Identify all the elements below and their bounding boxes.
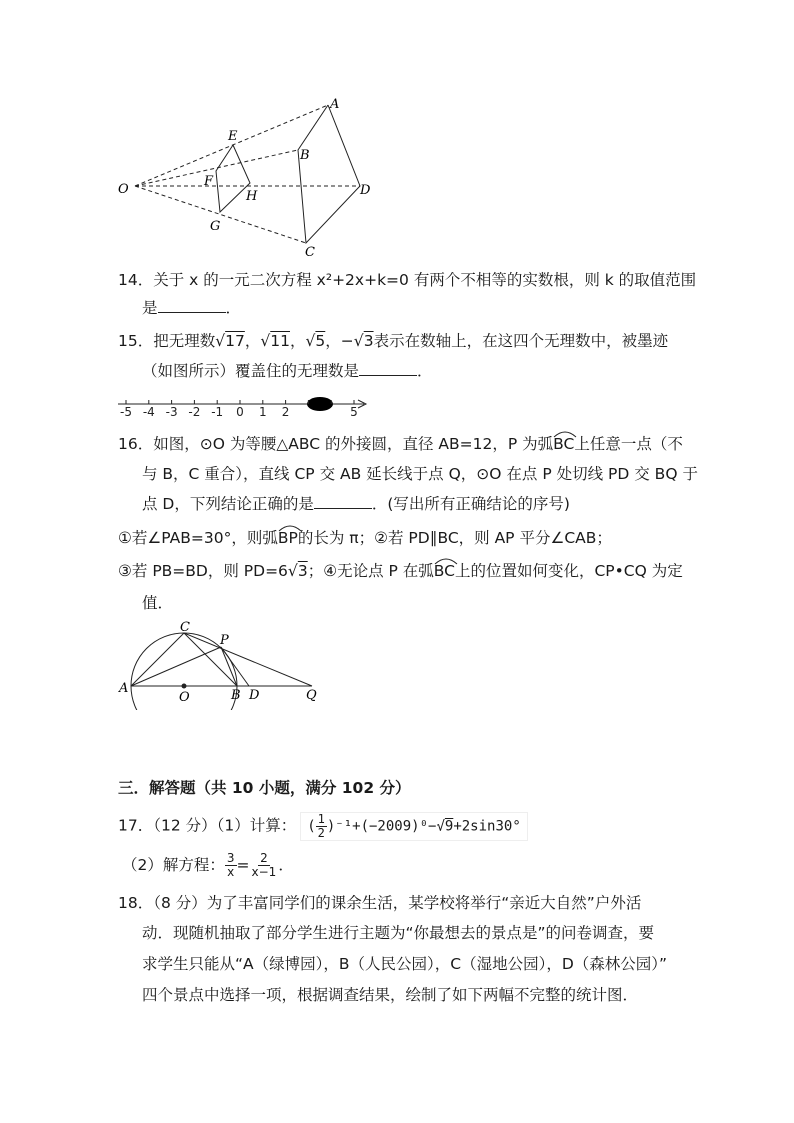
tick-label: -4 bbox=[142, 405, 155, 419]
section-title: 三．解答题（共 10 小题，满分 102 分） bbox=[118, 779, 411, 797]
q18-line3: 求学生只能从“A（绿博园），B（人民公园），C（湿地公园），D（森林公园）” bbox=[142, 955, 668, 973]
sqrt-5: √5 bbox=[305, 332, 326, 350]
q16-text-c: 点 D，下列结论正确的是 bbox=[142, 495, 314, 513]
q14-text: 是 bbox=[142, 299, 158, 317]
q15-text-b: 表示在数轴上，在这四个无理数中，被墨迹 bbox=[373, 332, 669, 350]
point-label-b: B bbox=[231, 688, 241, 703]
q18-line4: 四个景点中选择一项，根据调查结果，绘制了如下两幅不完整的统计图． bbox=[142, 986, 639, 1004]
homothety-figure bbox=[110, 92, 380, 264]
tick-label: 1 bbox=[258, 405, 267, 419]
point-label-a: A bbox=[119, 681, 129, 696]
point-label-d: D bbox=[360, 183, 371, 198]
sqrt-3: √3 bbox=[353, 332, 374, 350]
point-label-a: A bbox=[330, 97, 340, 112]
sqrt-17: √17 bbox=[215, 332, 245, 350]
arc-mark-icon bbox=[553, 430, 577, 438]
point-label-h: H bbox=[246, 189, 258, 204]
fraction-2-over-x-minus-1: $\frac{2}{x-1}$ bbox=[251, 851, 277, 879]
sqrt-11: √11 bbox=[260, 332, 290, 350]
q16-opt3-c: 上的位置如何变化，CP•CQ 为定 bbox=[454, 562, 683, 580]
minus-sign: − bbox=[340, 332, 354, 350]
q17-text-b: （2）解方程： bbox=[122, 856, 225, 874]
tick-label: -2 bbox=[188, 405, 201, 419]
point-label-c: C bbox=[305, 245, 315, 260]
q16-line2: 与 B，C 重合），直线 CP 交 AB 延长线于点 Q，⊙O 在点 P 处切线 PD 交 BQ 于 bbox=[142, 465, 698, 483]
tick-label: 3 bbox=[304, 390, 313, 403]
q14-line2 bbox=[142, 298, 241, 318]
q17-period: ． bbox=[278, 856, 294, 874]
q17-text: 17．（12 分）（1）计算： bbox=[118, 816, 297, 835]
q16-opt1-a: ①若∠PAB=30°，则弧 bbox=[118, 529, 278, 547]
point-label-e: E bbox=[228, 129, 238, 144]
point-label-g: G bbox=[210, 219, 221, 234]
q15-text-c: （如图所示）覆盖住的无理数是 bbox=[142, 362, 360, 380]
q15-line1 bbox=[118, 331, 668, 351]
answer-blank bbox=[158, 298, 226, 313]
q15-sep: ， bbox=[290, 332, 306, 350]
fraction-3-over-x: $\frac{3}{x}$ bbox=[226, 851, 235, 879]
q16-line1 bbox=[118, 434, 683, 454]
sqrt-3: √3 bbox=[287, 562, 308, 580]
tick-label: -5 bbox=[120, 405, 132, 419]
q16-text-d: ．(写出所有正确结论的序号) bbox=[371, 495, 570, 513]
answer-blank bbox=[314, 494, 372, 509]
q16-opt3-b: ；④无论点 P 在弧 bbox=[307, 562, 434, 580]
answer-blank bbox=[359, 361, 417, 376]
number-line bbox=[112, 390, 374, 420]
q15-sep: ， bbox=[244, 332, 261, 350]
q16-line3 bbox=[142, 494, 570, 514]
point-label-f: F bbox=[204, 174, 214, 189]
q18-line2: 动．现随机抽取了部分学生进行主题为“你最想去的景点是”的问卷调查，要 bbox=[142, 924, 655, 942]
q15-sep: ， bbox=[325, 332, 341, 350]
point-label-o: O bbox=[179, 690, 190, 705]
tick-label: 0 bbox=[236, 405, 244, 419]
q14-period: ． bbox=[225, 299, 242, 317]
tick-label: -3 bbox=[165, 405, 178, 419]
q16-text-b: 上任意一点（不 bbox=[574, 435, 683, 453]
arc-bc: BC bbox=[434, 561, 455, 581]
q17-expression: ( $\frac{1}{2}$ )⁻¹+(−2009)⁰−√9+2sin30° bbox=[301, 813, 527, 840]
q16-text-a: 16．如图，⊙O 为等腰△ABC 的外接圆，直径 AB=12，P 为弧 bbox=[118, 435, 554, 453]
center-dot bbox=[182, 684, 187, 689]
tick-label: 2 bbox=[281, 405, 290, 419]
point-label-p: P bbox=[220, 633, 229, 648]
q17-line2 bbox=[122, 852, 294, 878]
arc-bp: BP bbox=[278, 528, 298, 548]
arc-mark-icon bbox=[434, 557, 458, 565]
point-label-o: O bbox=[118, 182, 129, 197]
point-label-d: D bbox=[249, 688, 260, 703]
point-label-q: Q bbox=[306, 688, 317, 703]
point-label-b: B bbox=[300, 148, 310, 163]
q15-period: ． bbox=[417, 362, 433, 380]
circle-figure bbox=[115, 615, 330, 710]
tick-label: -1 bbox=[211, 405, 224, 419]
q14-line1: 14．关于 x 的一元二次方程 x²+2x+k=0 有两个不相等的实数根，则 k 的取值范围 bbox=[118, 271, 697, 289]
q16-option-line1 bbox=[118, 528, 612, 548]
fraction-half: $\frac{1}{2}$ bbox=[317, 812, 325, 840]
q16-opt1-b: 的长为 π；②若 PD∥BC，则 AP 平分∠CAB； bbox=[297, 529, 612, 547]
q17-line1 bbox=[118, 813, 527, 840]
q15-text-a: 15．把无理数 bbox=[118, 332, 216, 350]
q16-opt3-a: ③若 PB=BD，则 PD=6 bbox=[118, 562, 288, 580]
arc-mark-icon bbox=[278, 524, 302, 532]
arc-bc: BC bbox=[553, 434, 574, 454]
tick-label: 5 bbox=[350, 405, 358, 419]
q15-line2 bbox=[142, 361, 433, 381]
point-label-c: C bbox=[180, 620, 190, 635]
q16-option-line3: 值． bbox=[142, 594, 174, 612]
equals-sign: = bbox=[236, 856, 250, 874]
tick-label: 4 bbox=[327, 390, 336, 403]
q16-option-line2 bbox=[118, 561, 683, 581]
q18-line1: 18．（8 分）为了丰富同学们的课余生活，某学校将举行“亲近大自然”户外活 bbox=[118, 894, 642, 912]
